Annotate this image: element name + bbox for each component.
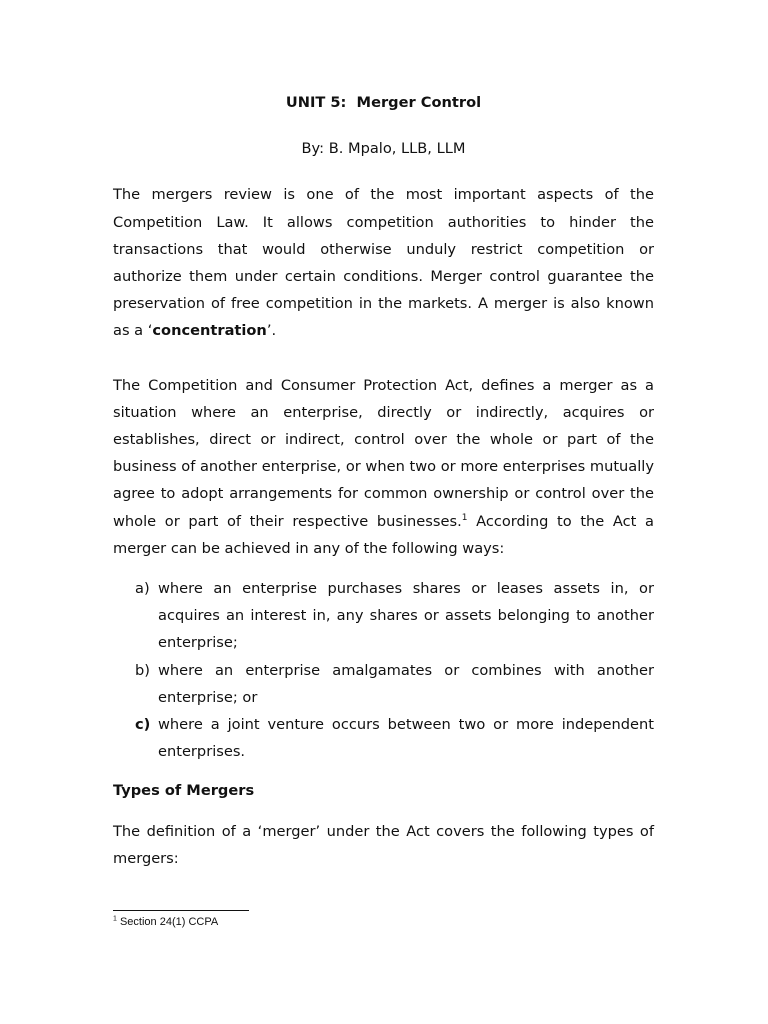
- document-byline: By: B. Mpalo, LLB, LLM: [301, 140, 466, 158]
- footnote-number: 1: [113, 915, 117, 923]
- paragraph-text-end: ’.: [266, 322, 277, 340]
- list-marker: c): [135, 716, 151, 734]
- document-body: [113, 89, 654, 872]
- footnote-text: Section 24(1) CCPA: [116, 916, 219, 928]
- footnote-separator: [113, 910, 249, 911]
- footnote-reference[interactable]: 1: [461, 512, 468, 523]
- list-item: [135, 657, 654, 711]
- footnote: [113, 914, 218, 930]
- section-heading-types-of-mergers: Types of Mergers: [113, 782, 255, 800]
- bold-term-concentration: concentration: [152, 322, 267, 340]
- merger-ways-list: [113, 575, 654, 765]
- list-item-text: where an enterprise amalgamates or combines with another enterprise; or: [158, 661, 654, 706]
- list-item-text: where a joint venture occurs between two or more independent enterprises.: [158, 716, 654, 761]
- paragraph-text: The Competition and Consumer Protection Act, defines a merger as a situation where an enterprise, directly or indirectly, acquires or establishes, direct or indirect, control over the whole or part of the business of another enterprise, or when two or more enterprises mutually agree to adopt arrangements for common ownership or control over the whole or part of their respective businesses.: [113, 376, 654, 530]
- list-marker: a): [135, 580, 150, 598]
- list-item-text: where an enterprise purchases shares or leases assets in, or acquires an interest in, any shares or assets belonging to another enterprise;: [158, 580, 654, 652]
- paragraph-merger-review: [113, 181, 654, 344]
- list-item: [135, 711, 654, 765]
- paragraph-text: The mergers review is one of the most important aspects of the Competition Law. It allows competition authorities to hinder the transactions that would otherwise unduly restrict competition or authorize them under certain conditions. Merger control guarantee the preservation of free competition in the markets. A merger is also known as a ‘: [113, 186, 654, 340]
- list-item: [135, 575, 654, 657]
- paragraph-types-intro: The definition of a ‘merger’ under the Act covers the following types of mergers:: [113, 822, 654, 867]
- list-marker: b): [135, 661, 150, 679]
- document-title: UNIT 5: Merger Control: [285, 94, 482, 111]
- paragraph-merger-definition: [113, 372, 654, 562]
- paragraph-text-end: According to the Act a merger can be achieved in any of the following ways:: [113, 512, 654, 557]
